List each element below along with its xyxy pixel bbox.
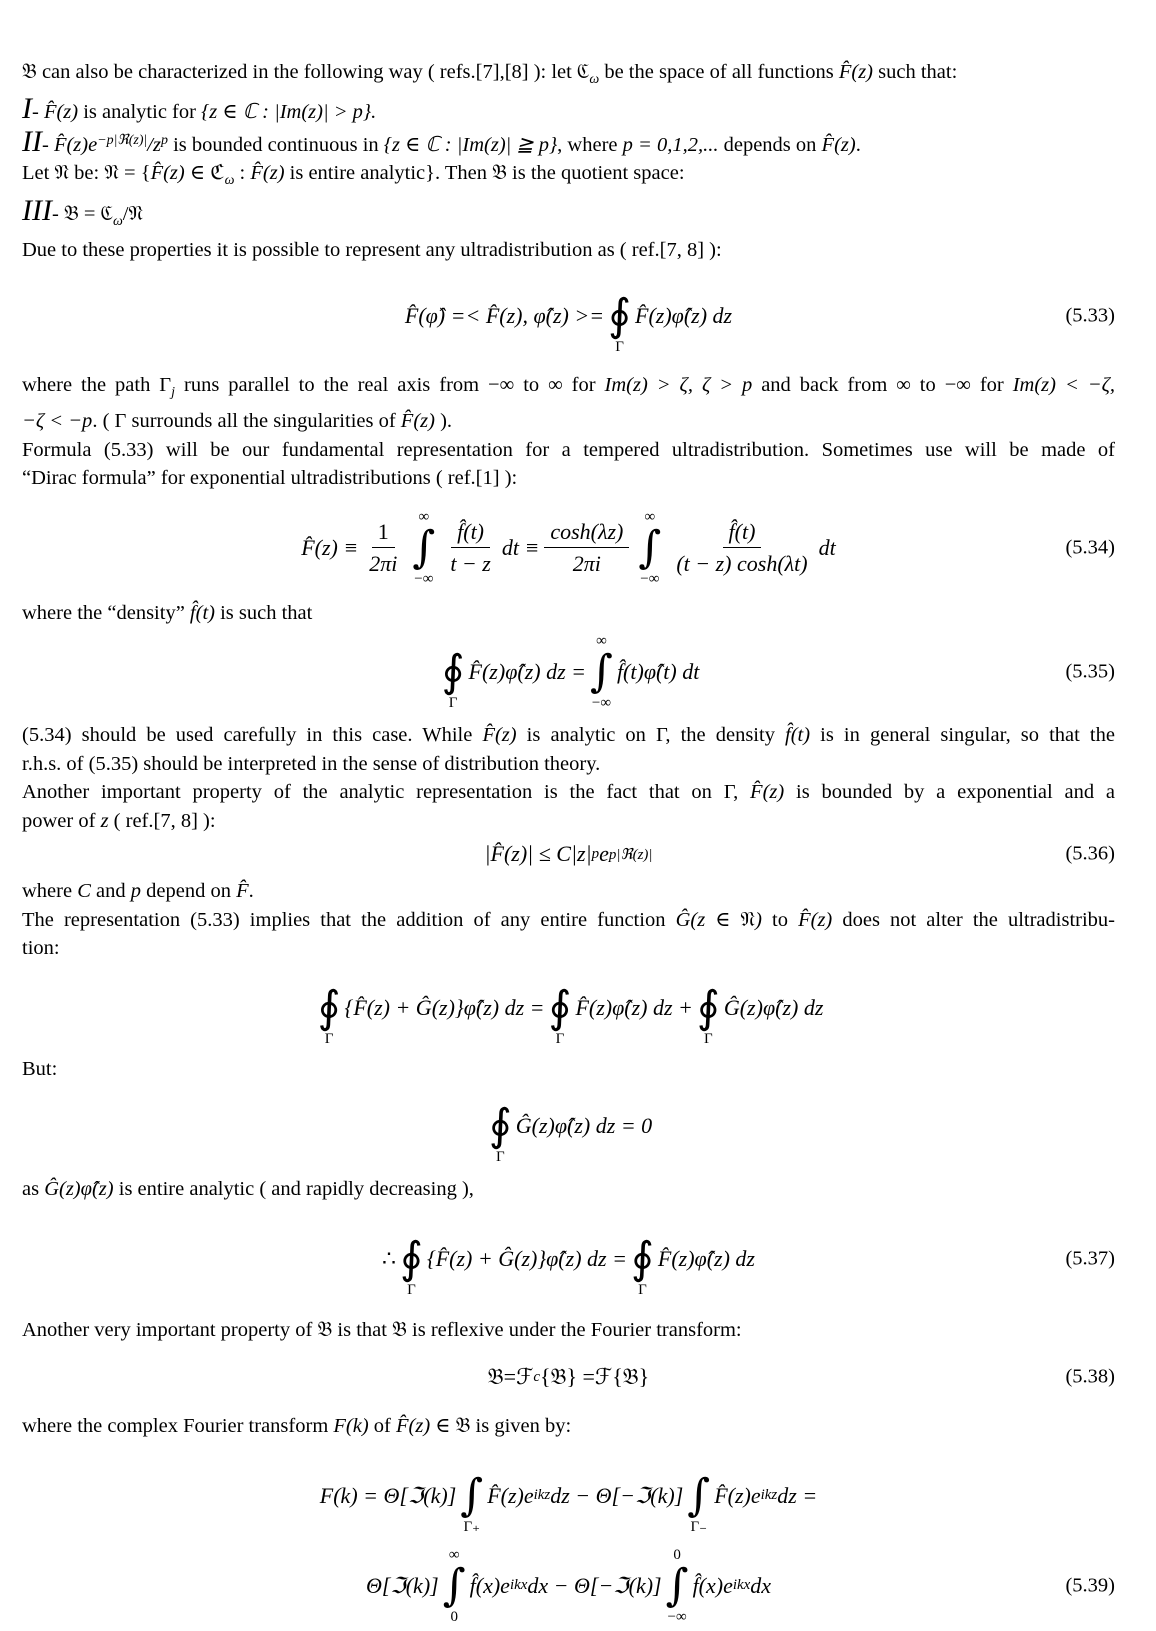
math-token: Another very important property of <box>22 1318 318 1341</box>
math-token: ∮ <box>608 289 631 341</box>
math-token: ∈ <box>184 162 211 185</box>
integral-sign <box>442 633 465 711</box>
math-token: f̂(t)φ̂(t) dt <box>616 659 700 684</box>
math-token: be: <box>69 162 105 185</box>
text-line <box>22 159 1115 195</box>
text-line: r.h.s. of (5.35) should be interpreted in the sense of distribution theory. <box>22 752 601 775</box>
math-token: Ĝ(z)φ̂(z) dz = 0 <box>515 1113 653 1138</box>
math-token: p|ℜ(z)| <box>608 846 653 863</box>
math-token: {F̂(z) + Ĝ(z)}φ̂(z) dz = <box>344 994 545 1020</box>
math-token: f̂(t) <box>723 519 762 548</box>
text-line-item-I <box>22 94 1115 127</box>
math-token: ikz <box>760 1487 778 1503</box>
math-token: p <box>160 132 168 148</box>
text-line <box>22 906 1115 935</box>
math-token: f̂(t) <box>785 724 811 746</box>
equation-content <box>488 1364 649 1390</box>
paragraph-characterization <box>22 58 1115 265</box>
integral-sign <box>443 1547 466 1625</box>
math-token: Γ₋ <box>690 1518 708 1535</box>
math-token: ω <box>112 213 123 229</box>
integral-sign <box>318 969 341 1047</box>
math-token: F̂(z) <box>150 162 185 185</box>
math-token: (5.34) should be used carefully in this case. While <box>22 724 483 746</box>
integral-sign <box>687 1457 710 1535</box>
fraction <box>544 519 629 577</box>
text-line: But: <box>22 1057 58 1080</box>
math-token: as <box>22 1178 45 1200</box>
math-token: 𝔑 <box>54 162 70 185</box>
math-token: - <box>32 101 44 124</box>
math-token: = <box>503 1364 517 1389</box>
math-token: F̂(z)e <box>714 1482 761 1508</box>
math-token: F̂(z)φ̂(z) dz = <box>468 659 586 684</box>
math-token: |F̂(z)| ≤ C|z| <box>484 841 592 866</box>
math-token: ∫ <box>442 1559 466 1611</box>
math-token: is such that <box>214 601 313 624</box>
math-token: Ĝ(z <box>675 908 706 931</box>
math-token: 0 <box>450 1608 458 1625</box>
equation-number: (5.36) <box>1065 842 1115 865</box>
math-token: where the path Γ <box>22 373 172 396</box>
math-token: ∫ <box>665 1559 689 1611</box>
math-token: of <box>368 1415 396 1437</box>
math-token: Γ <box>638 1281 647 1298</box>
math-token: Γ <box>324 1030 334 1047</box>
math-token: 𝔅 <box>550 1364 567 1389</box>
paragraph-entire-analytic <box>22 1175 1115 1204</box>
math-token: - <box>51 202 64 225</box>
equation-content <box>405 277 732 355</box>
equation-5-39-line1 <box>22 1457 1115 1535</box>
math-token: ∫ <box>412 521 436 573</box>
equation-content <box>382 1220 755 1298</box>
math-token: F̂(z) <box>43 101 79 124</box>
math-token: ∮ <box>548 981 572 1033</box>
math-token: to <box>761 908 799 931</box>
math-token: {F̂(z) + Ĝ(z)}φ̂(z) dz = <box>426 1245 627 1271</box>
math-token: 1 <box>372 519 395 548</box>
math-token: 2πi <box>369 551 398 576</box>
math-token: ∞ <box>418 508 430 525</box>
math-token: ∫ <box>460 1469 484 1521</box>
math-token: Im(z) < −ζ, <box>1012 373 1115 396</box>
integral-sign <box>697 969 720 1047</box>
math-token: Another important property of the analytic representation is the fact that on Γ, <box>22 781 751 803</box>
math-token: ∮ <box>696 981 720 1033</box>
math-token: p <box>130 880 142 902</box>
math-token: ∮ <box>630 1232 654 1284</box>
math-token: where <box>22 880 78 902</box>
math-token: is bounded continuous in <box>167 133 384 156</box>
math-token: F̂(z) <box>396 1415 431 1437</box>
math-token: ∈ <box>705 908 741 931</box>
math-token: F̂(z)φ̂(z) dz <box>635 302 733 328</box>
paragraph-reflexive <box>22 1316 1115 1345</box>
fraction <box>670 519 813 577</box>
math-token: ℭ <box>576 61 590 83</box>
equation-content <box>485 1087 652 1165</box>
text-line <box>22 1316 1115 1345</box>
math-token: −∞ <box>591 695 612 711</box>
text-line: Due to these properties it is possible to represent any ultradistribution as ( ref.[7, 8] ): <box>22 239 722 262</box>
text-line: “Dirac formula” for exponential ultradistributions ( ref.[1] ): <box>22 467 518 489</box>
math-token: ikx <box>732 1577 751 1593</box>
math-token: F̂(z) <box>838 61 874 83</box>
equation-number: (5.39) <box>1065 1574 1115 1596</box>
equation-5-33 <box>22 277 1115 355</box>
fraction <box>444 519 497 577</box>
math-token: , where <box>557 133 623 156</box>
math-token: −ζ < −p <box>22 410 93 432</box>
integral-sign <box>412 509 435 587</box>
math-token: is entire analytic ( and rapidly decreasing ), <box>113 1178 474 1200</box>
math-token: and back from ∞ to −∞ for <box>752 373 1013 396</box>
math-token: dz − Θ[−ℑ(k)] <box>550 1482 684 1508</box>
math-token: ). <box>434 410 453 432</box>
math-token: dt ≡ <box>501 534 540 560</box>
math-token: 𝔅 <box>487 1364 504 1389</box>
math-token: is reflexive under the Fourier transform: <box>406 1318 742 1341</box>
math-token: ∮ <box>317 981 341 1033</box>
equation-content <box>484 841 652 867</box>
text-line <box>22 1175 1115 1204</box>
equation-number: (5.38) <box>1065 1365 1115 1388</box>
math-token: does not alter the ultradistribu- <box>832 908 1115 931</box>
text-line-item-II <box>22 124 1115 160</box>
math-token: Γ <box>615 338 624 355</box>
integral-sign <box>549 969 572 1047</box>
math-token: ω <box>589 71 600 87</box>
math-token: 𝔑 <box>740 908 756 931</box>
text-line <box>22 371 1115 407</box>
math-token: F̂(z) <box>821 133 856 156</box>
equation-number: (5.35) <box>1065 660 1115 683</box>
math-token: Γ₊ <box>463 1518 481 1535</box>
math-token: 𝔅 <box>392 1318 407 1341</box>
math-token: 𝔅 <box>455 1415 471 1437</box>
integral-sign <box>460 1457 483 1535</box>
math-token: −∞ <box>414 570 434 587</box>
text-line <box>22 778 1115 807</box>
math-token: ( ref.[7, 8] ): <box>108 809 216 832</box>
math-token: is analytic on Γ, the density <box>516 724 786 746</box>
math-token: Γ <box>704 1030 713 1047</box>
math-token: ∞ <box>596 633 607 649</box>
math-token: The representation (5.33) implies that the addition of any entire function <box>22 908 676 931</box>
equation-content <box>438 633 700 711</box>
equation-content <box>366 1547 771 1625</box>
math-token: depend on <box>141 880 237 902</box>
math-token: Γ <box>555 1030 565 1047</box>
math-token: −∞ <box>667 1608 687 1625</box>
math-token: ∫ <box>638 521 662 573</box>
math-token: 𝔅 <box>22 61 37 83</box>
math-token: . <box>855 133 861 156</box>
text-line <box>22 721 1115 750</box>
text-line <box>22 407 1115 436</box>
math-token: dz = <box>777 1482 818 1508</box>
math-token: is the quotient space: <box>506 162 685 185</box>
math-token: ω <box>224 173 235 189</box>
math-token: 𝔑 <box>128 202 144 225</box>
math-token: ikx <box>509 1577 528 1593</box>
math-token: such that: <box>873 61 958 83</box>
math-token: −p|ℜ(z)| <box>97 132 148 148</box>
math-token: F̂(z) <box>750 781 785 803</box>
equation-sum-unnumbered <box>22 969 1115 1047</box>
math-token: is bounded by a exponential and a <box>784 781 1116 803</box>
math-token: } <box>638 1364 650 1389</box>
math-token: dt <box>818 534 836 560</box>
integral-sign <box>489 1087 512 1165</box>
math-token: Θ[ℑ(k)] <box>365 1572 439 1598</box>
math-token: { <box>540 1364 551 1389</box>
math-token: Im(z) > ζ, ζ > p <box>604 373 753 396</box>
math-token: II <box>22 124 42 158</box>
math-token: I <box>22 92 32 126</box>
math-token: is entire analytic}. Then <box>284 162 493 185</box>
text-line <box>22 807 1115 836</box>
math-token: power of <box>22 809 101 832</box>
math-token: and <box>90 880 131 902</box>
equation-number: (5.37) <box>1065 1247 1115 1269</box>
math-token: F̂(z) <box>250 162 285 185</box>
math-token: ∈ <box>430 1415 456 1437</box>
math-token: depends on <box>718 133 822 156</box>
math-token: ∫ <box>590 646 613 697</box>
paragraph-but <box>22 1055 1115 1084</box>
equation-number: (5.34) <box>1065 536 1115 558</box>
math-token: {z ∈ ℂ : |Im(z)| ≧ p} <box>383 133 558 156</box>
text-line <box>22 58 1115 94</box>
equation-5-38 <box>22 1364 1115 1390</box>
math-token: . <box>248 880 254 902</box>
math-token: Let <box>22 162 55 185</box>
math-token: is in general singular, so that the <box>810 724 1115 746</box>
math-token: F̂(z)φ̂(z) dz + <box>575 994 693 1020</box>
equation-5-36 <box>22 841 1115 867</box>
math-token: Γ <box>495 1149 505 1165</box>
math-token: } = <box>566 1364 595 1389</box>
math-token: where the “density” <box>22 601 190 624</box>
math-token: III <box>22 193 52 227</box>
equation-5-35 <box>22 633 1115 711</box>
math-token: C <box>77 880 91 902</box>
math-token: ℭ <box>100 202 113 225</box>
math-token: F(k) = Θ[ℑ(k)] <box>319 1482 457 1508</box>
math-token: ∞ <box>644 508 656 525</box>
math-token: 2πi <box>572 551 601 576</box>
math-token: be the space of all functions <box>599 61 839 83</box>
math-token: F̂(z)φ̂(z) dz <box>657 1245 755 1271</box>
integral-sign <box>638 509 661 587</box>
math-token: (t − z) cosh(λt) <box>676 551 808 576</box>
equation-content <box>320 1457 817 1535</box>
math-token: z <box>100 809 109 832</box>
math-token: Γ <box>407 1281 416 1298</box>
paragraph-entire-addition <box>22 877 1115 963</box>
math-token: p = 0,1,2,... <box>622 133 719 156</box>
math-token: /z <box>147 133 161 156</box>
math-token: c <box>533 1368 540 1385</box>
math-token: j <box>171 384 176 400</box>
paragraph-fourier-transform <box>22 1412 1115 1441</box>
math-token: F(k) <box>333 1415 369 1437</box>
integral-sign <box>608 277 631 355</box>
math-token: dx − Θ[−ℑ(k)] <box>527 1572 662 1598</box>
math-token: ∮ <box>441 646 465 697</box>
integral-sign <box>400 1220 423 1298</box>
math-token: F̂(φ̂) =< F̂(z), φ̂(z) >= <box>404 302 605 328</box>
math-token: ∮ <box>488 1100 512 1151</box>
math-token: ) <box>755 908 762 931</box>
text-line-item-III <box>22 193 1115 236</box>
math-token: Ĝ(z)φ̂(z) dz <box>723 994 824 1020</box>
math-token: −∞ <box>640 570 660 587</box>
math-token: F̂(z)e <box>487 1482 534 1508</box>
math-token: 𝔅 <box>492 162 507 185</box>
math-token: e <box>599 841 609 866</box>
math-token: Γ <box>448 695 458 711</box>
fraction <box>363 519 403 577</box>
text-line <box>22 877 1115 906</box>
math-token: f̂(x)e <box>469 1572 510 1598</box>
math-token: can also be characterized in the following way ( refs.[7],[8] ): let <box>36 61 577 83</box>
equation-content <box>314 969 824 1047</box>
text-line <box>22 599 1115 628</box>
equation-zero-unnumbered <box>22 1087 1115 1165</box>
math-token: ∞ <box>448 1546 460 1563</box>
math-token: f̂(x)e <box>692 1572 733 1598</box>
math-token: { <box>612 1364 623 1389</box>
math-token: = <box>78 202 101 225</box>
text-line: tion: <box>22 937 60 959</box>
math-token: where the complex Fourier transform <box>22 1415 334 1437</box>
math-token: F̂(z) ≡ <box>301 534 359 560</box>
equation-5-34 <box>22 509 1115 587</box>
math-token: 𝔅 <box>63 202 79 225</box>
text-line <box>22 1412 1115 1441</box>
integral-sign <box>590 633 613 711</box>
equation-5-37 <box>22 1220 1115 1298</box>
math-token: - <box>41 133 54 156</box>
math-token: 0 <box>673 1546 681 1563</box>
math-token: is given by: <box>470 1415 572 1437</box>
math-token: F̂(z) <box>482 724 517 746</box>
math-token: {z ∈ ℂ : |Im(z)| > p}. <box>201 101 377 124</box>
math-token: F̂ <box>236 880 249 902</box>
equation-5-39-line2 <box>22 1547 1115 1625</box>
math-token: f̂(t) <box>189 601 215 624</box>
paragraph-density <box>22 599 1115 628</box>
math-token: ikz <box>533 1487 551 1503</box>
math-token: ∮ <box>400 1232 423 1284</box>
math-token: ℱ <box>516 1364 534 1389</box>
text-line: Formula (5.33) will be our fundamental representation for a tempered ultradistribution. Sometimes use will be made of <box>22 438 1115 461</box>
integral-sign <box>631 1220 654 1298</box>
math-token: ∫ <box>687 1469 711 1521</box>
integral-sign <box>666 1547 689 1625</box>
paragraph-singular-density <box>22 721 1115 835</box>
math-token: ℭ <box>210 162 225 185</box>
math-token: runs parallel to the real axis from −∞ to ∞ for <box>175 373 605 396</box>
math-token: : <box>234 162 251 185</box>
math-token: = { <box>118 162 151 185</box>
math-token: is analytic for <box>78 101 202 124</box>
math-token: dx <box>750 1572 772 1598</box>
math-token: Ĝ(z)φ̂(z) <box>44 1178 114 1200</box>
math-token: F̂(z) <box>798 908 833 931</box>
paragraph-path-gamma <box>22 371 1115 493</box>
math-token: 𝔅 <box>622 1364 639 1389</box>
math-token: 𝔅 <box>317 1318 333 1341</box>
math-token: F̂(z) <box>400 410 435 432</box>
math-token: is that <box>332 1318 393 1341</box>
math-token: . ( Γ surrounds all the singularities of <box>92 410 401 432</box>
math-token: ℱ <box>594 1364 613 1389</box>
math-token: ∴ <box>382 1245 396 1271</box>
math-token: p <box>591 845 600 862</box>
math-token: cosh(λz) <box>544 519 629 548</box>
equation-content <box>301 509 836 587</box>
math-token: / <box>122 202 129 225</box>
equation-number: (5.33) <box>1065 304 1115 327</box>
math-token: F̂(z)e <box>53 133 98 156</box>
math-token: 𝔑 <box>104 162 119 185</box>
math-token: t − z <box>450 551 491 576</box>
math-token: f̂(t) <box>451 519 490 548</box>
